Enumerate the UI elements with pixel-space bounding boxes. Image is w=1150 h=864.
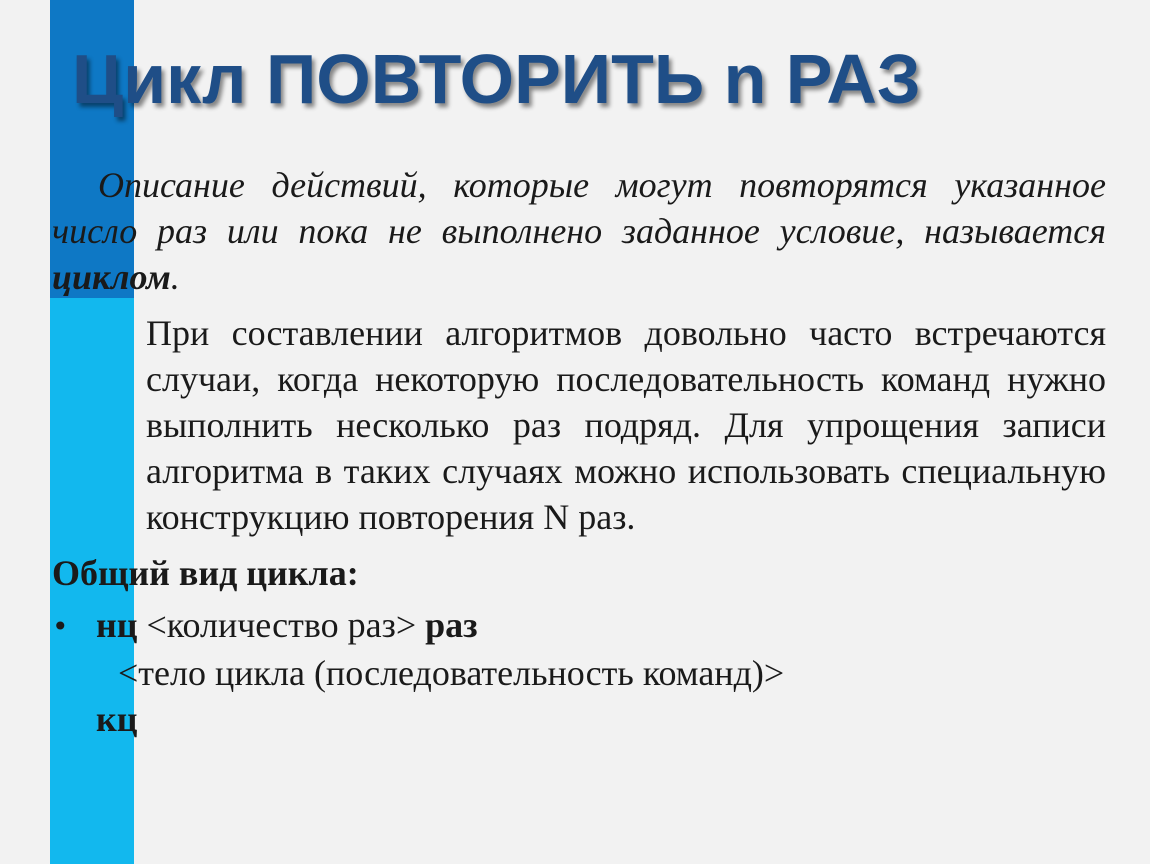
definition-paragraph xyxy=(52,162,1106,300)
keyword-raz: раз xyxy=(425,605,478,645)
keyword-kc: кц xyxy=(96,699,138,739)
general-form-heading: Общий вид цикла: xyxy=(52,553,359,593)
definition-term: циклом xyxy=(52,257,171,297)
loop-count-placeholder: <количество раз> xyxy=(137,605,426,645)
loop-end-line xyxy=(96,696,137,742)
loop-header-line xyxy=(96,602,478,648)
slide-title: Цикл ПОВТОРИТЬ n РАЗ xyxy=(72,40,921,118)
loop-body-line: <тело цикла (последовательность команд)> xyxy=(118,653,785,693)
bullet-icon: • xyxy=(52,610,69,643)
definition-period: . xyxy=(170,257,180,297)
keyword-nc: нц xyxy=(96,605,138,645)
definition-text: Описание действий, которые могут повторятся указанное число раз или пока не выполнено заданное условие, называется xyxy=(52,165,1106,251)
explanation-paragraph: При составлении алгоритмов довольно часто встречаются случаи, когда некоторую последовательность команд нужно выполнить несколько раз подряд. Для упрощения записи алгоритма в таких случаях можно использовать специальную конструкцию повторения N раз. xyxy=(146,313,1106,537)
